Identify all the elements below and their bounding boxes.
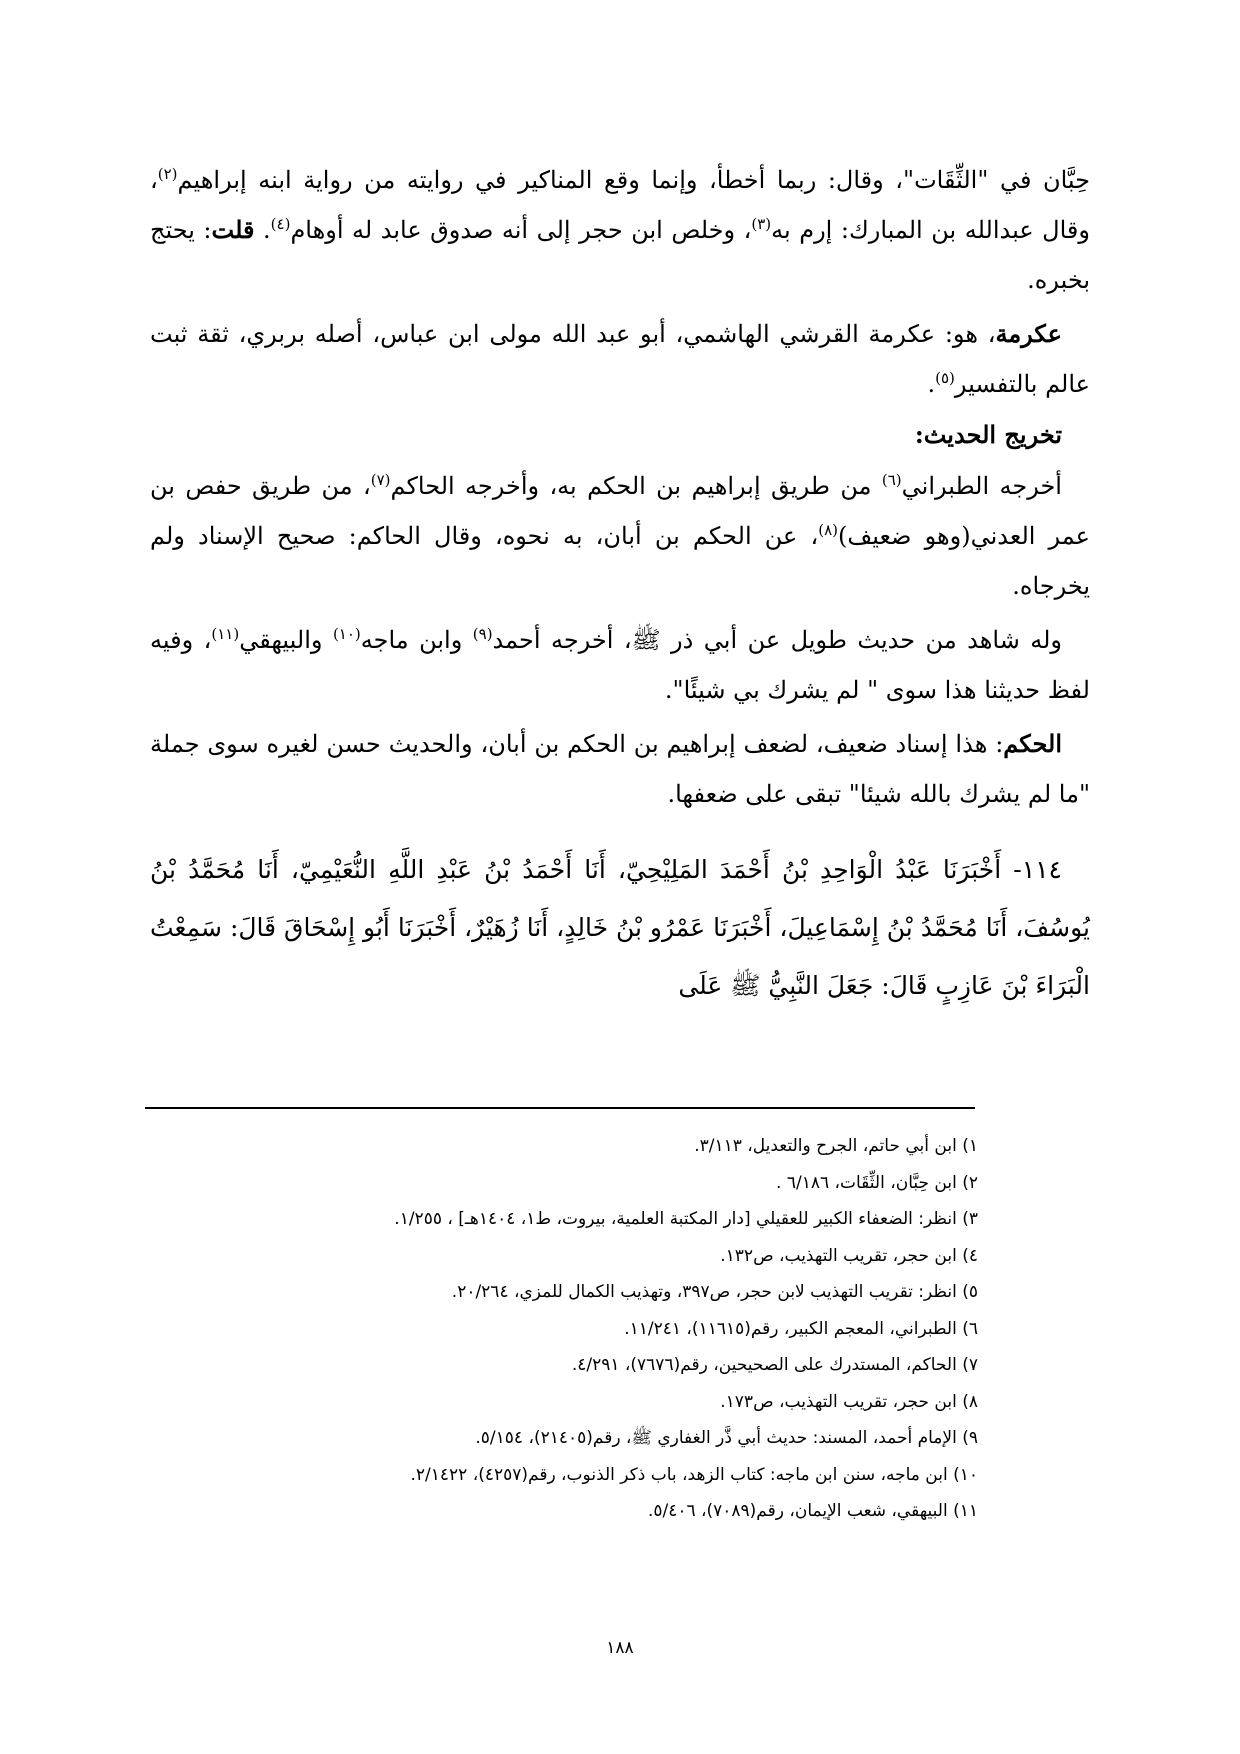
paragraph-takhrij xyxy=(150,461,1090,611)
footnote-item: ٩) الإمام أحمد، المسند: حديث أبي ذَّر الغفاري ﷺ، رقم(٢١٤٠٥)، ٥/١٥٤. xyxy=(475,1428,978,1448)
text-run: حِبَّان في "الثِّقَات"، وقال: ربما أخطأ، وإنما وقع المناكير في روايته من رواية ابنه إبراهيم xyxy=(177,166,1090,194)
text-run: وله شاهد من حديث طويل عن أبي ذر ﷺ، أخرجه أحمد xyxy=(492,626,1063,654)
text-run: أخرجه الطبراني xyxy=(901,472,1062,500)
footnote-item: ٦) الطبراني، المعجم الكبير، رقم(١١٦١٥)، ١١/٢٤١. xyxy=(624,1318,978,1339)
bold-keyword: قلت xyxy=(211,215,255,244)
text-run: من طريق إبراهيم بن الحكم به، وأخرجه الحاكم xyxy=(390,472,882,500)
section-heading-takhrij: تخريج الحديث: xyxy=(914,420,1062,449)
text-run: ، عن الحكم بن أبان، به نحوه، وقال الحاكم: صحيح الإسناد ولم يخرجاه. xyxy=(150,522,1090,600)
paragraph-hukm xyxy=(150,719,1090,819)
page-number: ١٨٨ xyxy=(606,1638,634,1658)
text-run: : يحتج بخبره. xyxy=(150,216,1090,294)
text-run: وابن ماجه xyxy=(360,626,473,654)
footnote-ref: (٢) xyxy=(157,165,178,183)
paragraph-shahid xyxy=(150,615,1090,715)
footnote-item: ٧) الحاكم، المستدرك على الصحيحين، رقم(٧٦٧٦)، ٤/٢٩١. xyxy=(571,1355,978,1375)
bold-keyword: عكرمة xyxy=(995,319,1062,348)
footnote-ref: (١١) xyxy=(211,625,240,643)
text-run: . xyxy=(254,216,271,244)
footnote-item: ٣) انظر: الضعفاء الكبير للعقيلي [دار المكتبة العلمية، بيروت، ط١، ١٤٠٤هـ] ، ١/٢٥٥. xyxy=(394,1209,978,1229)
footnote-ref: (٦) xyxy=(881,471,902,489)
paragraph-narrator-ikrima xyxy=(150,309,1090,409)
footnote-ref: (٧) xyxy=(370,471,391,489)
text-run: ، وفيه لفظ حديثنا هذا سوى " لم يشرك بي شيئًا". xyxy=(150,626,1090,704)
footnote-ref: (١٠) xyxy=(332,625,361,643)
text-run: : هذا إسناد ضعيف، لضعف إبراهيم بن الحكم بن أبان، والحديث حسن لغيره سوى جملة "ما لم يشرك بالله شيئا" تبقى على ضعفها. xyxy=(150,730,1090,808)
text-run: ، هو: عكرمة القرشي الهاشمي، أبو عبد الله مولى ابن عباس، أصله بربري، ثقة ثبت عالم بالتفسير xyxy=(150,320,1090,398)
footnote-ref: (٣) xyxy=(751,215,772,233)
text-run: . xyxy=(927,370,936,398)
footnote-ref: (٥) xyxy=(935,369,955,387)
text-run: ، وقال عبدالله بن المبارك: إرم به xyxy=(150,166,1090,244)
main-text xyxy=(150,155,1090,1015)
paragraph-narrator-ibrahim xyxy=(150,155,1090,305)
footnote-ref: (٤) xyxy=(270,215,291,233)
text-run: ، من طريق حفص بن عمر العدني(وهو ضعيف) xyxy=(150,472,1090,550)
footnote-ref: (٩) xyxy=(472,625,493,643)
footnote-item: ٤) ابن حجر، تقريب التهذيب، ص١٣٢. xyxy=(720,1245,978,1266)
hadith-isnad: ١١٤- أَخْبَرَنَا عَبْدُ الْوَاحِدِ بْنُ أَحْمَدَ المَلِيْحِيّ، أَنَا أَحْمَدُ بْنُ عَبْدِ اللَّهِ النُّعَيْمِيّ، أَنَا مُحَمَّدُ بْنُ يُوسُفَ، أَنَا مُحَمَّدُ بْنُ إِسْمَاعِيلَ، أَخْبَرَنَا عَمْرُو بْنُ خَالِدٍ، أَنَا زُهَيْرٌ، أَخْبَرَنَا أَبُو إِسْحَاقَ قَالَ: سَمِعْتُ الْبَرَاءَ بْنَ عَازِبٍ قَالَ: جَعَلَ النَّبِيُّ ﷺ عَلَى xyxy=(150,855,1090,1000)
footnote-separator xyxy=(145,1107,975,1109)
footnote-item: ١) ابن أبي حاتم، الجرح والتعديل، ٣/١١٣. xyxy=(694,1136,978,1156)
footnote-item: ١٠) ابن ماجه، سنن ابن ماجه: كتاب الزهد، باب ذكر الذنوب، رقم(٤٢٥٧)، ٢/١٤٢٢. xyxy=(410,1464,978,1485)
footnote-item: ٨) ابن حجر، تقريب التهذيب، ص١٧٣. xyxy=(720,1391,978,1412)
bold-keyword: الحكم xyxy=(1003,729,1062,758)
text-run: والبيهقي xyxy=(239,626,333,654)
footnote-item: ١١) البيهقي، شعب الإيمان، رقم(٧٠٨٩)، ٥/٤٠٦. xyxy=(647,1501,978,1521)
text-run: ، وخلص ابن حجر إلى أنه صدوق عابد له أوهام xyxy=(290,216,752,244)
footnote-ref: (٨) xyxy=(818,521,839,539)
footnote-item: ٥) انظر: تقريب التهذيب لابن حجر، ص٣٩٧، وتهذيب الكمال للمزي، ٢٠/٢٦٤. xyxy=(451,1282,978,1302)
footnotes-list xyxy=(148,1128,978,1530)
footnote-item: ٢) ابن حِبَّان، الثِّقَات، ٦/١٨٦ . xyxy=(776,1172,978,1193)
